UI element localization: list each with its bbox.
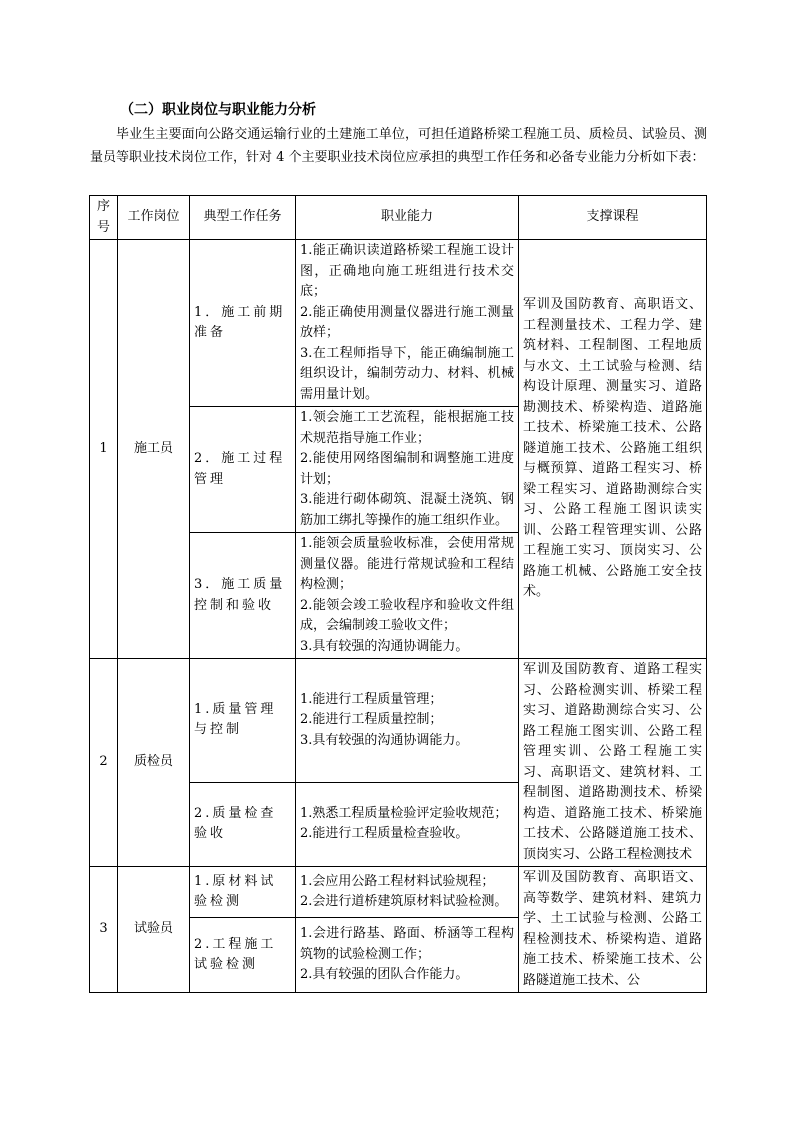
table-row (90, 867, 707, 918)
ability-item: 3.具有较强的沟通协调能力。 (300, 638, 469, 654)
ability-cell (296, 918, 519, 993)
ability-cell (296, 659, 519, 783)
row-position: 质检员 (118, 659, 190, 867)
table-row (90, 240, 707, 407)
task-cell (190, 659, 296, 783)
task-cell (190, 867, 296, 918)
ability-item: 2.能进行工程质量控制； (300, 712, 443, 728)
header-position: 工作岗位 (118, 196, 190, 240)
ability-item: 2.能正确使用测量仪器进行施工测量放样； (300, 304, 514, 340)
row-index: 1 (90, 240, 118, 659)
task-cell (190, 918, 296, 993)
table-row (90, 659, 707, 783)
row-index: 2 (90, 659, 118, 867)
ability-item: 1.熟悉工程质量检验评定验收规范； (300, 805, 508, 821)
table-header-row (90, 196, 707, 240)
ability-item: 1.会进行路基、路面、桥涵等工程构筑物的试验检测工作； (300, 926, 514, 962)
task-name: 1.原材料试验检测 (194, 873, 277, 910)
row-position: 施工员 (118, 240, 190, 659)
task-cell (190, 782, 296, 866)
ability-cell (296, 782, 519, 866)
ability-item: 2.能使用网络图编制和调整施工进度计划； (300, 451, 514, 487)
task-name: 1.质量管理与控制 (194, 701, 277, 738)
ability-item: 2.能领会竣工验收程序和验收文件组成，会编制竣工验收文件； (300, 597, 514, 633)
row-index: 3 (90, 867, 118, 993)
ability-item: 1.能进行工程质量管理； (300, 691, 443, 707)
job-analysis-table (89, 195, 707, 993)
ability-item: 1.能领会质量验收标准，会使用常规测量仪器。能进行常规试验和工程结构检测； (300, 536, 514, 592)
task-name: 1．施工前期准备 (194, 304, 286, 340)
header-index: 序号 (90, 196, 118, 240)
intro-paragraph (90, 123, 707, 169)
ability-item: 2.具有较强的团队合作能力。 (300, 967, 469, 983)
courses-cell: 军训及国防教育、道路工程实习、公路检测实训、桥梁工程实习、道路勘测综合实习、公路工程施工图实训、公路工程管理实训、公路工程施工实习、高职语文、建筑材料、工程制图、道路勘测技术、桥梁构造、道路施工技术、桥梁施工技术、公路隧道施工技术、顶岗实习、公路工程检测技术 (519, 659, 707, 867)
ability-item: 1.会应用公路工程材料试验规程； (300, 873, 495, 889)
ability-item: 3.在工程师指导下，能正确编制施工组织设计，编制劳动力、材料、机械需用量计划。 (300, 345, 514, 402)
task-cell (190, 407, 296, 533)
ability-item: 2.能进行工程质量检查验收。 (300, 826, 469, 842)
row-position: 试验员 (118, 867, 190, 993)
task-cell (190, 240, 296, 407)
ability-item: 3.能进行砌体砌筑、混凝土浇筑、钢筋加工绑扎等操作的施工组织作业。 (300, 492, 514, 528)
ability-item: 2.会进行道桥建筑原材料试验检测。 (300, 894, 508, 910)
task-name: 2．施工过程管理 (194, 451, 286, 487)
ability-cell (296, 533, 519, 659)
ability-cell (296, 867, 519, 918)
header-courses: 支撑课程 (519, 196, 707, 240)
task-cell (190, 533, 296, 659)
task-name: 3．施工质量控制和验收 (194, 577, 286, 613)
header-task: 典型工作任务 (190, 196, 296, 240)
section-title: （二）职业岗位与职业能力分析 (120, 102, 316, 118)
ability-cell (296, 407, 519, 533)
header-ability: 职业能力 (296, 196, 519, 240)
ability-cell (296, 240, 519, 407)
task-name: 2.工程施工试验检测 (194, 936, 277, 973)
ability-item: 1.领会施工工艺流程，能根据施工技术规范指导施工作业； (300, 410, 514, 446)
ability-item: 3.具有较强的沟通协调能力。 (300, 732, 469, 748)
ability-item: 1.能正确识读道路桥梁工程施工设计图，正确地向施工班组进行技术交底； (300, 243, 514, 299)
task-name: 2.质量检查验收 (194, 805, 277, 842)
courses-cell: 军训及国防教育、高职语文、工程测量技术、工程力学、建筑材料、工程制图、工程地质与水文、土工试验与检测、结构设计原理、测量实习、道路勘测技术、桥梁构造、道路施工技术、桥梁施工技术、公路隧道施工技术、公路施工组织与概预算、道路工程实习、桥梁工程实习、道路勘测综合实习、公路工程施工图识读实训、公路工程管理实训、公路工程施工实习、顶岗实习、公路施工机械、公路施工安全技术。 (519, 240, 707, 659)
intro-text: 毕业生主要面向公路交通运输行业的土建施工单位，可担任道路桥梁工程施工员、质检员、试验员、测量员等职业技术岗位工作，针对 4 个主要职业技术岗位应承担的典型工作任务和必备专业能力分析如下表： (90, 127, 707, 165)
courses-cell: 军训及国防教育、高职语文、高等数学、建筑材料、建筑力学、土工试验与检测、公路工程检测技术、桥梁构造、道路施工技术、桥梁施工技术、公路隧道施工技术、公 (519, 867, 707, 993)
